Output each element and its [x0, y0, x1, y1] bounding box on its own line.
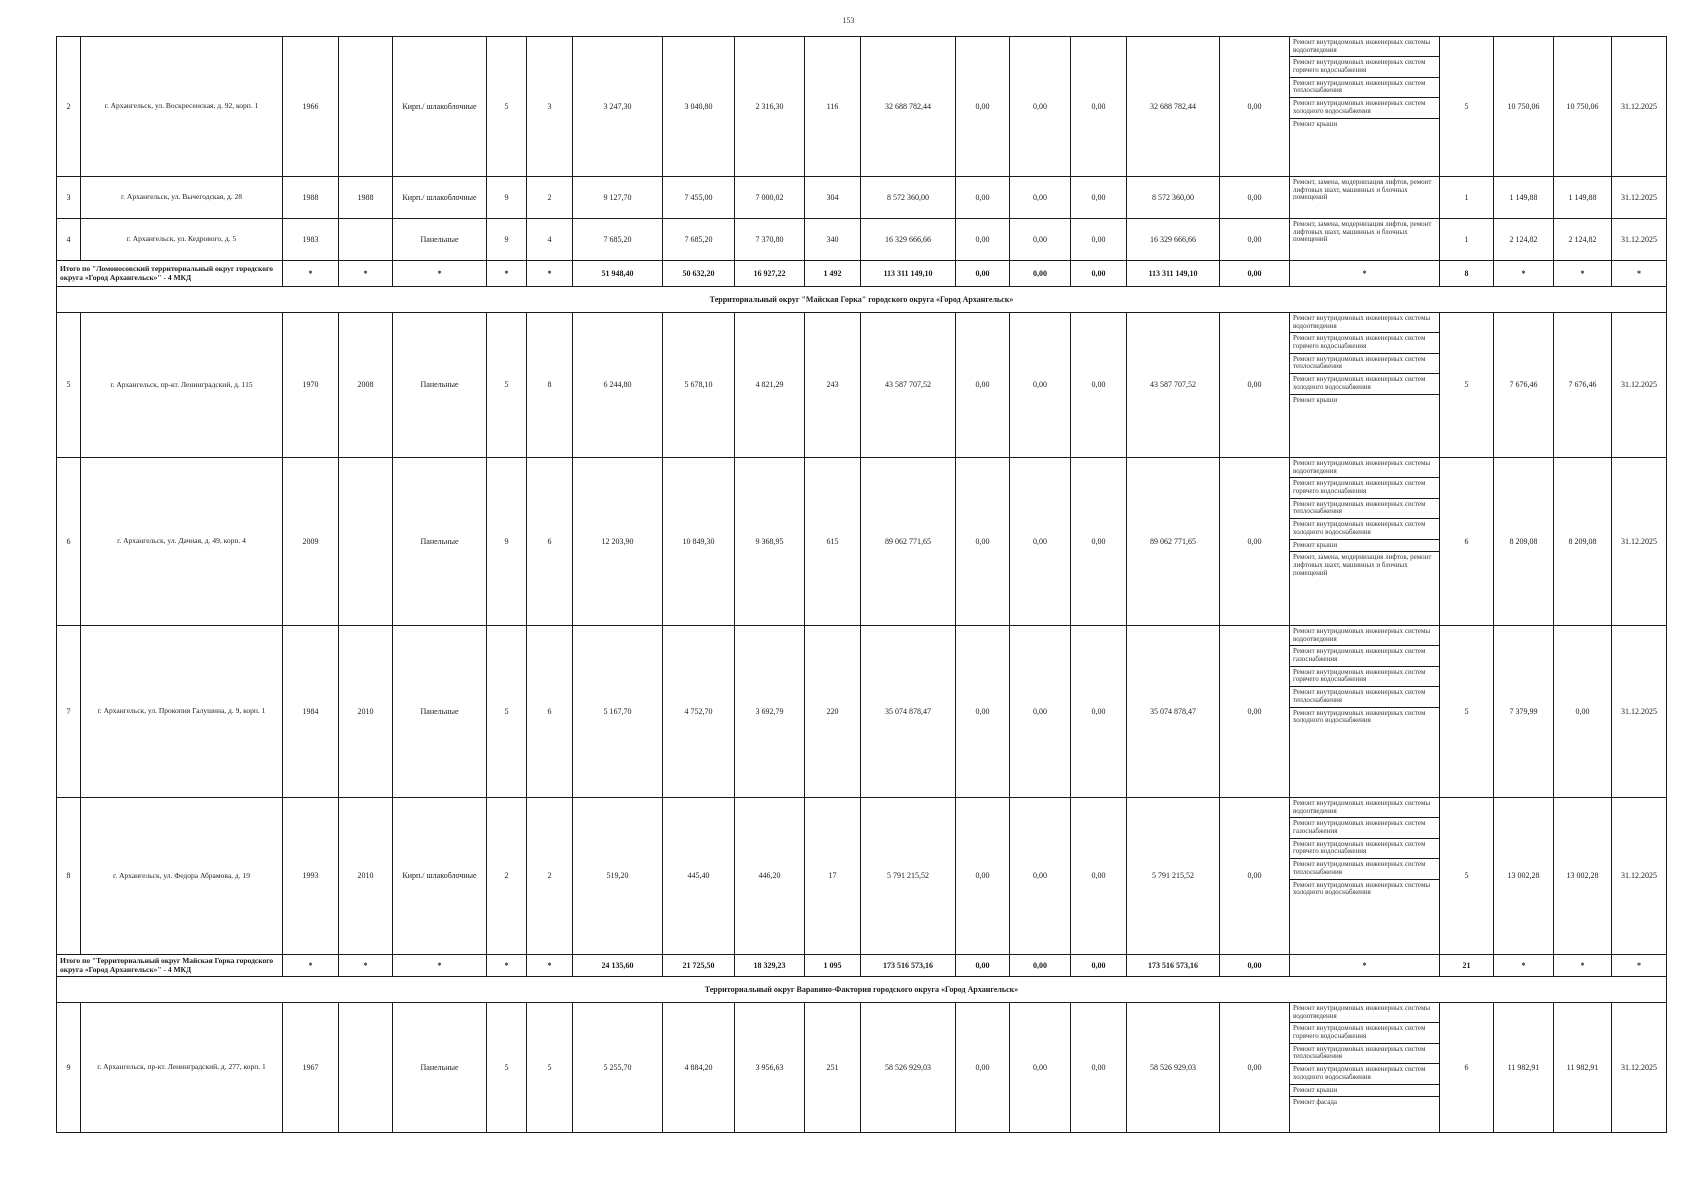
cell-area-premises: 7 685,20 — [663, 219, 735, 261]
total-row — [57, 261, 1667, 287]
cell-floors: 5 — [487, 37, 527, 177]
cell-works-count: 1 — [1440, 219, 1494, 261]
cell-area-total: 5 167,70 — [573, 626, 663, 798]
cell-area-premises: 445,40 — [663, 798, 735, 955]
cell-unit-cost: 7 676,46 — [1494, 313, 1554, 458]
cell-fund-regional: 0,00 — [1010, 219, 1071, 261]
total-label: Итого по "Ломоносовский территориальный округ городского округа «Город Архангельск»" - 4 МКД — [57, 261, 283, 287]
cell-entrances: 8 — [527, 313, 573, 458]
total-star: * — [393, 955, 487, 977]
work-item: Ремонт внутридомовых инженерных систем холодного водоснабжения — [1293, 708, 1426, 725]
cell-fund-owners: 8 572 360,00 — [1127, 177, 1220, 219]
cell-year-built: 1988 — [283, 177, 339, 219]
cell-year-built: 1967 — [283, 1003, 339, 1133]
cell-fund-federal: 0,00 — [956, 798, 1010, 955]
cell-floors: 9 — [487, 219, 527, 261]
cell-works-count: 5 — [1440, 626, 1494, 798]
cell-area-residential: 2 316,30 — [735, 37, 805, 177]
work-item: Ремонт внутридомовых инженерных систем теплоснабжения — [1290, 499, 1439, 519]
cell-fund-federal: 0,00 — [956, 219, 1010, 261]
table-row — [57, 1003, 1667, 1133]
cell-works — [1290, 458, 1440, 626]
cell-fund-federal: 0,00 — [956, 458, 1010, 626]
cell-entrances: 2 — [527, 798, 573, 955]
work-item: Ремонт внутридомовых инженерных системы водоотведения — [1290, 1003, 1439, 1023]
cell-unit-cost-max: 2 124,82 — [1554, 219, 1612, 261]
work-item: Ремонт внутридомовых инженерных систем газоснабжения — [1290, 646, 1439, 666]
cell-floors: 5 — [487, 313, 527, 458]
work-item: Ремонт внутридомовых инженерных систем теплоснабжения — [1290, 78, 1439, 98]
cell-year-overhaul — [339, 37, 393, 177]
cell-deadline: 31.12.2025 — [1612, 177, 1667, 219]
cell-works — [1290, 626, 1440, 798]
cell-fund-municipal: 0,00 — [1071, 458, 1127, 626]
cell-works-count: 1 — [1440, 177, 1494, 219]
total-star: * — [527, 261, 573, 287]
cell-fund-municipal: 0,00 — [1071, 626, 1127, 798]
work-item: Ремонт внутридомовых инженерных системы водоотведения — [1290, 37, 1439, 57]
cell-fund-federal: 0,00 — [956, 626, 1010, 798]
cell-fund-other: 0,00 — [1220, 37, 1290, 177]
cell-fund-regional: 0,00 — [1010, 458, 1071, 626]
work-item: Ремонт внутридомовых инженерных систем холодного водоснабжения — [1290, 98, 1439, 118]
cell-year-built: 1984 — [283, 626, 339, 798]
cell-works-count: 6 — [1440, 1003, 1494, 1133]
total-star: * — [339, 261, 393, 287]
cell-works — [1290, 219, 1440, 261]
total-star: * — [393, 261, 487, 287]
cell-no: 7 — [57, 626, 81, 798]
cell-area-total: 7 685,20 — [573, 219, 663, 261]
cell-area-residential: 3 692,79 — [735, 626, 805, 798]
cell-cost-total: 89 062 771,65 — [861, 458, 956, 626]
cell-unit-cost-max: 11 982,91 — [1554, 1003, 1612, 1133]
cell-address: г. Архангельск, ул. Вычегодская, д. 28 — [81, 177, 283, 219]
work-item: Ремонт фасада — [1293, 1098, 1338, 1107]
cell-fund-regional: 0,00 — [1010, 177, 1071, 219]
cell-fund-other: 0,00 — [1220, 1003, 1290, 1133]
cell-fund-regional: 0,00 — [1010, 313, 1071, 458]
cell-no: 3 — [57, 177, 81, 219]
work-item: Ремонт внутридомовых инженерных системы холодного водоснабжения — [1293, 880, 1431, 897]
cell-fund-owners: 16 329 666,66 — [1127, 219, 1220, 261]
total-works-count: 21 — [1440, 955, 1494, 977]
work-item: Ремонт внутридомовых инженерных систем горячего водоснабжения — [1290, 333, 1439, 353]
total-star: * — [339, 955, 393, 977]
cell-year-overhaul: 2010 — [339, 798, 393, 955]
work-item: Ремонт, замена, модернизация лифтов, ремонт лифтовых шахт, машинных и блочных помещений — [1293, 220, 1432, 244]
cell-fund-owners: 43 587 707,52 — [1127, 313, 1220, 458]
cell-no: 5 — [57, 313, 81, 458]
work-item: Ремонт внутридомовых инженерных систем горячего водоснабжения — [1290, 839, 1439, 859]
section-header-row — [57, 977, 1667, 1003]
total-row — [57, 955, 1667, 977]
cell-year-built: 1966 — [283, 37, 339, 177]
cell-works-count: 5 — [1440, 37, 1494, 177]
cell-area-total: 6 244,80 — [573, 313, 663, 458]
cell-fund-municipal: 0,00 — [1071, 177, 1127, 219]
total-star: * — [1612, 955, 1667, 977]
cell-cost-total: 5 791 215,52 — [861, 798, 956, 955]
cell-fund-municipal: 0,00 — [1071, 219, 1127, 261]
cell-area-residential: 7 000,02 — [735, 177, 805, 219]
cell-fund-other: 0,00 — [1220, 177, 1290, 219]
section-header-row — [57, 287, 1667, 313]
cell-works — [1290, 177, 1440, 219]
cell-works — [1290, 313, 1440, 458]
cell-address: г. Архангельск, ул. Федора Абрамова, д. 19 — [81, 798, 283, 955]
cell-address: г. Архангельск, пр-кт. Ленинградский, д. 115 — [81, 313, 283, 458]
cell-cost-total: 35 074 878,47 — [861, 626, 956, 798]
works-list — [1290, 1003, 1439, 1109]
cell-address: г. Архангельск, ул. Кедрового, д. 5 — [81, 219, 283, 261]
cell-year-overhaul — [339, 219, 393, 261]
cell-entrances: 4 — [527, 219, 573, 261]
works-list — [1290, 798, 1439, 899]
cell-fund-municipal: 0,00 — [1071, 37, 1127, 177]
total-area-premises: 21 725,50 — [663, 955, 735, 977]
cell-wall: Кирп./ шлакоблочные — [393, 37, 487, 177]
cell-entrances: 3 — [527, 37, 573, 177]
total-star: * — [1554, 261, 1612, 287]
cell-cost-total: 8 572 360,00 — [861, 177, 956, 219]
cell-floors: 5 — [487, 626, 527, 798]
cell-fund-owners: 89 062 771,65 — [1127, 458, 1220, 626]
total-star: * — [1612, 261, 1667, 287]
work-item: Ремонт крыши — [1293, 119, 1338, 128]
cell-wall: Кирп./ шлакоблочные — [393, 798, 487, 955]
cell-residents: 615 — [805, 458, 861, 626]
total-star: * — [1290, 261, 1440, 287]
work-item: Ремонт внутридомовых инженерных систем теплоснабжения — [1290, 1044, 1439, 1064]
cell-year-built: 1993 — [283, 798, 339, 955]
cell-area-total: 12 203,90 — [573, 458, 663, 626]
total-star: * — [487, 261, 527, 287]
total-star: * — [527, 955, 573, 977]
cell-year-built: 1970 — [283, 313, 339, 458]
cell-year-built: 1983 — [283, 219, 339, 261]
cell-fund-owners: 35 074 878,47 — [1127, 626, 1220, 798]
cell-deadline: 31.12.2025 — [1612, 219, 1667, 261]
cell-year-overhaul — [339, 458, 393, 626]
total-works-count: 8 — [1440, 261, 1494, 287]
cell-residents: 243 — [805, 313, 861, 458]
cell-works-count: 6 — [1440, 458, 1494, 626]
cell-works — [1290, 798, 1440, 955]
cell-fund-regional: 0,00 — [1010, 798, 1071, 955]
cell-unit-cost-max: 13 002,28 — [1554, 798, 1612, 955]
table-row — [57, 219, 1667, 261]
total-fund-federal: 0,00 — [956, 955, 1010, 977]
cell-unit-cost: 7 379,99 — [1494, 626, 1554, 798]
cell-works — [1290, 37, 1440, 177]
work-item: Ремонт внутридомовых инженерных систем газоснабжения — [1290, 818, 1439, 838]
cell-fund-regional: 0,00 — [1010, 37, 1071, 177]
cell-wall: Панельные — [393, 626, 487, 798]
cell-fund-federal: 0,00 — [956, 313, 1010, 458]
work-item: Ремонт крыши — [1290, 1085, 1439, 1098]
cell-address: г. Архангельск, ул. Дачная, д. 49, корп. 4 — [81, 458, 283, 626]
cell-unit-cost-max: 10 750,06 — [1554, 37, 1612, 177]
works-list — [1290, 626, 1439, 727]
cell-area-total: 5 255,70 — [573, 1003, 663, 1133]
cell-unit-cost: 10 750,06 — [1494, 37, 1554, 177]
total-area-residential: 16 927,22 — [735, 261, 805, 287]
work-item: Ремонт внутридомовых инженерных системы водоотведения — [1290, 798, 1439, 818]
total-residents: 1 095 — [805, 955, 861, 977]
work-item: Ремонт внутридомовых инженерных систем горячего водоснабжения — [1290, 667, 1439, 687]
cell-residents: 116 — [805, 37, 861, 177]
cell-fund-owners: 32 688 782,44 — [1127, 37, 1220, 177]
cell-fund-other: 0,00 — [1220, 626, 1290, 798]
cell-residents: 220 — [805, 626, 861, 798]
cell-address: г. Архангельск, ул. Прокопия Галушина, д. 9, корп. 1 — [81, 626, 283, 798]
cell-unit-cost: 13 002,28 — [1494, 798, 1554, 955]
cell-year-overhaul — [339, 1003, 393, 1133]
works-list — [1290, 177, 1439, 204]
page-number: 153 — [842, 16, 855, 25]
work-item: Ремонт внутридомовых инженерных систем холодного водоснабжения — [1290, 374, 1439, 394]
work-item: Ремонт внутридомовых инженерных систем теплоснабжения — [1290, 859, 1439, 879]
cell-cost-total: 16 329 666,66 — [861, 219, 956, 261]
cell-area-residential: 446,20 — [735, 798, 805, 955]
cell-unit-cost-max: 8 209,08 — [1554, 458, 1612, 626]
cell-entrances: 5 — [527, 1003, 573, 1133]
work-item: Ремонт внутридомовых инженерных системы водоотведения — [1290, 626, 1439, 646]
total-fund-municipal: 0,00 — [1071, 261, 1127, 287]
cell-works — [1290, 1003, 1440, 1133]
cell-year-overhaul: 2010 — [339, 626, 393, 798]
total-star: * — [1290, 955, 1440, 977]
cell-works-count: 5 — [1440, 313, 1494, 458]
cell-fund-municipal: 0,00 — [1071, 313, 1127, 458]
cell-area-premises: 3 040,80 — [663, 37, 735, 177]
total-label: Итого по "Территориальный округ Майская Горка городского округа «Город Архангельск»" - 4 МКД — [57, 955, 283, 977]
cell-year-built: 2009 — [283, 458, 339, 626]
works-list — [1290, 37, 1439, 130]
total-fund-other: 0,00 — [1220, 261, 1290, 287]
cell-cost-total: 43 587 707,52 — [861, 313, 956, 458]
work-item: Ремонт внутридомовых инженерных систем теплоснабжения — [1290, 687, 1439, 707]
cell-fund-federal: 0,00 — [956, 1003, 1010, 1133]
cell-fund-other: 0,00 — [1220, 458, 1290, 626]
cell-entrances: 2 — [527, 177, 573, 219]
cell-area-premises: 4 752,70 — [663, 626, 735, 798]
section-title: Территориальный округ Варавино-Фактория городского округа «Город Архангельск» — [57, 977, 1667, 1003]
cell-cost-total: 58 526 929,03 — [861, 1003, 956, 1133]
cell-residents: 251 — [805, 1003, 861, 1133]
cell-area-residential: 3 956,63 — [735, 1003, 805, 1133]
total-residents: 1 492 — [805, 261, 861, 287]
cell-year-overhaul: 2008 — [339, 313, 393, 458]
cell-deadline: 31.12.2025 — [1612, 626, 1667, 798]
cell-area-residential: 4 821,29 — [735, 313, 805, 458]
table-row — [57, 626, 1667, 798]
cell-area-residential: 9 368,95 — [735, 458, 805, 626]
cell-area-total: 3 247,30 — [573, 37, 663, 177]
cell-address: г. Архангельск, ул. Воскресенская, д. 92, корп. 1 — [81, 37, 283, 177]
table-row — [57, 37, 1667, 177]
cell-area-premises: 4 884,20 — [663, 1003, 735, 1133]
cell-no: 8 — [57, 798, 81, 955]
cell-address: г. Архангельск, пр-кт. Ленинградский, д. 277, корп. 1 — [81, 1003, 283, 1133]
cell-fund-owners: 58 526 929,03 — [1127, 1003, 1220, 1133]
cell-wall: Панельные — [393, 313, 487, 458]
total-star: * — [1494, 955, 1554, 977]
work-item: Ремонт внутридомовых инженерных систем холодного водоснабжения — [1290, 1064, 1439, 1084]
cell-deadline: 31.12.2025 — [1612, 1003, 1667, 1133]
total-area-residential: 18 329,23 — [735, 955, 805, 977]
table-row — [57, 798, 1667, 955]
total-fund-regional: 0,00 — [1010, 955, 1071, 977]
cell-fund-other: 0,00 — [1220, 219, 1290, 261]
cell-entrances: 6 — [527, 458, 573, 626]
cell-unit-cost: 8 209,08 — [1494, 458, 1554, 626]
cell-floors: 5 — [487, 1003, 527, 1133]
repair-program-table — [56, 36, 1667, 1133]
cell-deadline: 31.12.2025 — [1612, 313, 1667, 458]
table-row — [57, 458, 1667, 626]
cell-fund-federal: 0,00 — [956, 177, 1010, 219]
cell-no: 4 — [57, 219, 81, 261]
cell-entrances: 6 — [527, 626, 573, 798]
cell-wall: Кирп./ шлакоблочные — [393, 177, 487, 219]
cell-unit-cost: 2 124,82 — [1494, 219, 1554, 261]
cell-area-premises: 7 455,00 — [663, 177, 735, 219]
cell-fund-owners: 5 791 215,52 — [1127, 798, 1220, 955]
work-item: Ремонт внутридомовых инженерных систем горячего водоснабжения — [1290, 1023, 1439, 1043]
section-title: Территориальный округ "Майская Горка" городского округа «Город Архангельск» — [57, 287, 1667, 313]
total-fund-other: 0,00 — [1220, 955, 1290, 977]
cell-residents: 340 — [805, 219, 861, 261]
cell-year-overhaul: 1988 — [339, 177, 393, 219]
total-star: * — [487, 955, 527, 977]
total-cost-total: 113 311 149,10 — [861, 261, 956, 287]
cell-wall: Панельные — [393, 219, 487, 261]
cell-deadline: 31.12.2025 — [1612, 37, 1667, 177]
work-item: Ремонт, замена, модернизация лифтов, ремонт лифтовых шахт, машинных и блочных помещений — [1293, 178, 1432, 202]
cell-no: 9 — [57, 1003, 81, 1133]
work-item: Ремонт крыши — [1290, 540, 1439, 553]
table-row — [57, 177, 1667, 219]
total-star: * — [283, 955, 339, 977]
cell-deadline: 31.12.2025 — [1612, 798, 1667, 955]
cell-fund-other: 0,00 — [1220, 798, 1290, 955]
works-list — [1290, 458, 1439, 579]
cell-deadline: 31.12.2025 — [1612, 458, 1667, 626]
cell-floors: 2 — [487, 798, 527, 955]
work-item: Ремонт внутридомовых инженерных системы водоотведения — [1290, 458, 1439, 478]
cell-fund-municipal: 0,00 — [1071, 1003, 1127, 1133]
table-row — [57, 313, 1667, 458]
cell-unit-cost: 1 149,88 — [1494, 177, 1554, 219]
work-item: Ремонт внутридомовых инженерных систем теплоснабжения — [1290, 354, 1439, 374]
cell-fund-regional: 0,00 — [1010, 626, 1071, 798]
total-area-premises: 50 632,20 — [663, 261, 735, 287]
cell-no: 2 — [57, 37, 81, 177]
cell-area-total: 519,20 — [573, 798, 663, 955]
work-item: Ремонт внутридомовых инженерных систем холодного водоснабжения — [1290, 519, 1439, 539]
cell-wall: Панельные — [393, 458, 487, 626]
cell-area-premises: 10 849,30 — [663, 458, 735, 626]
total-star: * — [1554, 955, 1612, 977]
work-item: Ремонт внутридомовых инженерных систем горячего водоснабжения — [1290, 57, 1439, 77]
works-list — [1290, 219, 1439, 246]
cell-floors: 9 — [487, 458, 527, 626]
total-cost-total: 173 516 573,16 — [861, 955, 956, 977]
work-item: Ремонт внутридомовых инженерных систем горячего водоснабжения — [1290, 478, 1439, 498]
cell-unit-cost-max: 1 149,88 — [1554, 177, 1612, 219]
cell-no: 6 — [57, 458, 81, 626]
cell-works-count: 5 — [1440, 798, 1494, 955]
total-fund-municipal: 0,00 — [1071, 955, 1127, 977]
total-fund-federal: 0,00 — [956, 261, 1010, 287]
cell-area-total: 9 127,70 — [573, 177, 663, 219]
work-item: Ремонт крыши — [1293, 395, 1338, 404]
total-fund-regional: 0,00 — [1010, 261, 1071, 287]
cell-area-premises: 5 678,10 — [663, 313, 735, 458]
cell-residents: 17 — [805, 798, 861, 955]
cell-fund-regional: 0,00 — [1010, 1003, 1071, 1133]
work-item: Ремонт внутридомовых инженерных системы водоотведения — [1290, 313, 1439, 333]
total-fund-owners: 173 516 573,16 — [1127, 955, 1220, 977]
cell-cost-total: 32 688 782,44 — [861, 37, 956, 177]
cell-fund-municipal: 0,00 — [1071, 798, 1127, 955]
total-star: * — [1494, 261, 1554, 287]
total-fund-owners: 113 311 149,10 — [1127, 261, 1220, 287]
work-item: Ремонт, замена, модернизация лифтов, ремонт лифтовых шахт, машинных и блочных помещений — [1293, 553, 1432, 577]
total-area-total: 51 948,40 — [573, 261, 663, 287]
cell-residents: 304 — [805, 177, 861, 219]
cell-floors: 9 — [487, 177, 527, 219]
cell-area-residential: 7 370,80 — [735, 219, 805, 261]
cell-fund-other: 0,00 — [1220, 313, 1290, 458]
total-area-total: 24 135,60 — [573, 955, 663, 977]
cell-unit-cost-max: 0,00 — [1554, 626, 1612, 798]
cell-fund-federal: 0,00 — [956, 37, 1010, 177]
cell-wall: Панельные — [393, 1003, 487, 1133]
works-list — [1290, 313, 1439, 406]
cell-unit-cost-max: 7 676,46 — [1554, 313, 1612, 458]
total-star: * — [283, 261, 339, 287]
cell-unit-cost: 11 982,91 — [1494, 1003, 1554, 1133]
